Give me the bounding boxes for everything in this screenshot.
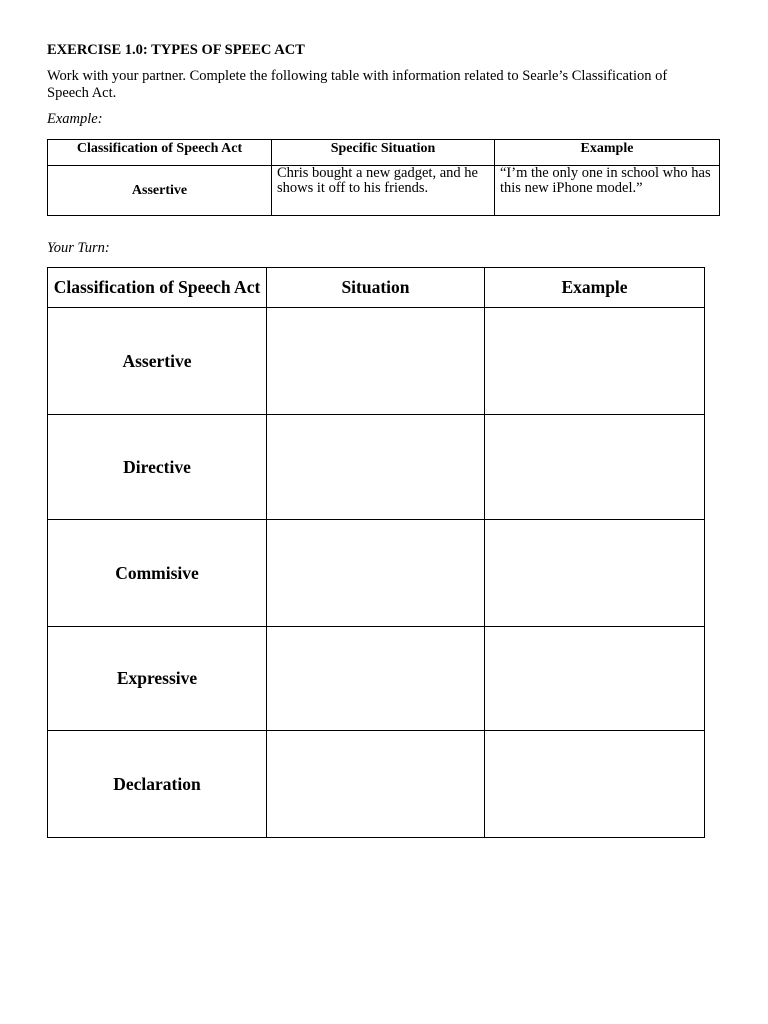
table-row	[48, 520, 705, 627]
example-example-cell: “I’m the only one in school who has this new iPhone model.”	[495, 166, 720, 216]
example-header-situation: Specific Situation	[272, 140, 495, 166]
table-row	[48, 731, 705, 838]
turn-classification-cell: Expressive	[48, 627, 267, 731]
turn-header-example: Example	[485, 268, 705, 308]
turn-example-cell[interactable]	[485, 520, 705, 627]
your-turn-label: Your Turn:	[47, 240, 110, 256]
example-table	[47, 139, 720, 216]
turn-situation-cell[interactable]	[267, 415, 485, 520]
turn-situation-cell[interactable]	[267, 731, 485, 838]
turn-classification-cell: Assertive	[48, 308, 267, 415]
instructions-paragraph: Work with your partner. Complete the following table with information related to Searle’s Classification of Speech Act.	[47, 68, 668, 101]
example-classification-cell: Assertive	[48, 166, 272, 216]
turn-classification-cell: Commisive	[48, 520, 267, 627]
table-row	[48, 627, 705, 731]
table-row	[48, 415, 705, 520]
exercise-title: EXERCISE 1.0: TYPES OF SPEEC ACT	[47, 42, 305, 58]
example-label: Example:	[47, 111, 103, 127]
turn-table-header-row	[48, 268, 705, 308]
turn-example-cell[interactable]	[485, 308, 705, 415]
turn-header-situation: Situation	[267, 268, 485, 308]
example-header-example: Example	[495, 140, 720, 166]
example-table-row	[48, 166, 720, 216]
example-table-header-row	[48, 140, 720, 166]
turn-classification-cell: Directive	[48, 415, 267, 520]
turn-example-cell[interactable]	[485, 731, 705, 838]
turn-example-cell[interactable]	[485, 627, 705, 731]
turn-situation-cell[interactable]	[267, 520, 485, 627]
turn-situation-cell[interactable]	[267, 308, 485, 415]
example-header-classification: Classification of Speech Act	[48, 140, 272, 166]
turn-situation-cell[interactable]	[267, 627, 485, 731]
turn-classification-cell: Declaration	[48, 731, 267, 838]
your-turn-table	[47, 267, 705, 838]
turn-header-classification: Classification of Speech Act	[48, 268, 267, 308]
turn-example-cell[interactable]	[485, 415, 705, 520]
example-situation-cell: Chris bought a new gadget, and he shows it off to his friends.	[272, 166, 495, 216]
table-row	[48, 308, 705, 415]
